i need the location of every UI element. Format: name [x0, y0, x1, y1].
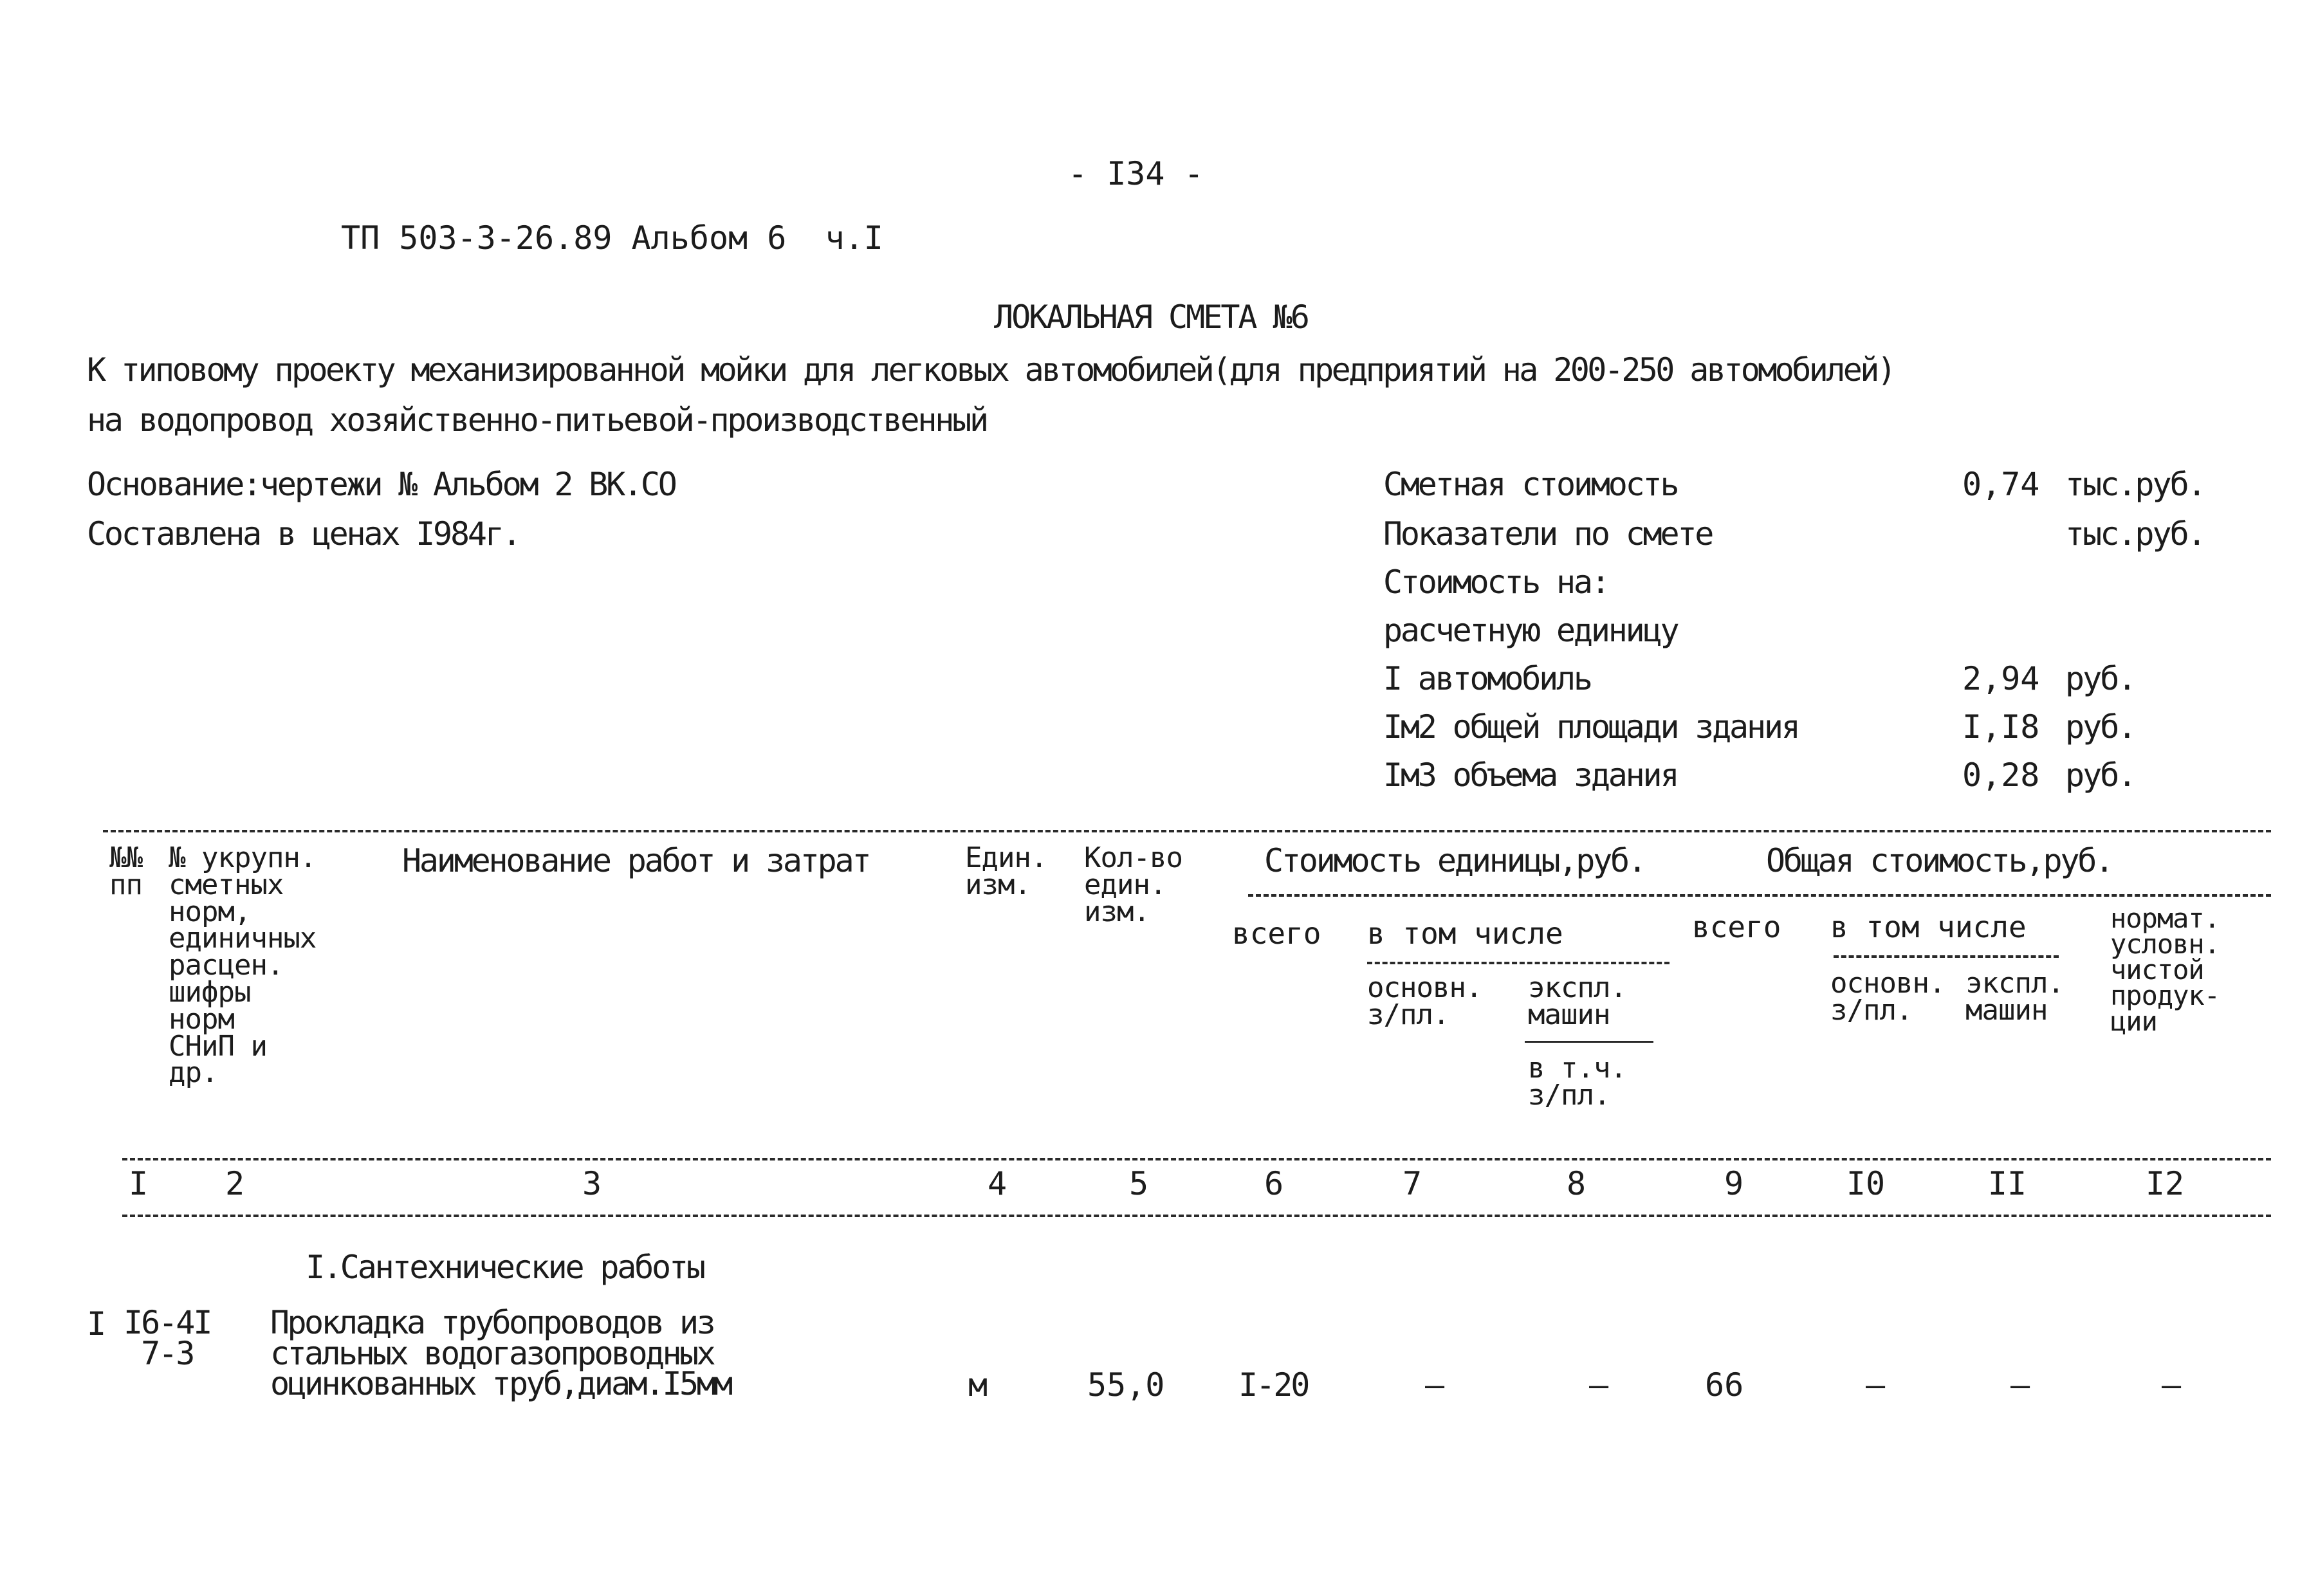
- indicator-row-unit: руб.: [2065, 708, 2135, 746]
- indicator-row-value: I,I8: [1962, 708, 2040, 746]
- row-unit: м: [968, 1366, 988, 1404]
- estimated-cost-unit: тыс.руб.: [2065, 466, 2205, 503]
- header-total-cost-group: Общая стоимость,руб.: [1766, 842, 2113, 879]
- basis-drawings: Основание:чертежи № Альбом 2 ВК.СО: [87, 466, 676, 503]
- row-work-name: Прокладка трубопроводов из стальных водогазопроводных оцинкованных труб,диам.I5мм: [270, 1304, 731, 1402]
- row-normative-product: –: [2161, 1366, 2182, 1404]
- header-unit-cost-group: Стоимость единицы,руб.: [1264, 842, 1645, 879]
- indicator-row-label: Iм3 объема здания: [1383, 757, 1678, 794]
- header-unit: Един. изм.: [965, 841, 1047, 901]
- cost-on-label: Стоимость на:: [1383, 564, 1608, 601]
- header-unit-machines-wage: в т.ч. з/пл.: [1528, 1052, 1626, 1112]
- header-total: всего: [1692, 910, 1781, 944]
- project-description-line-2: на водопровод хозяйственно-питьевой-производственный: [87, 401, 987, 439]
- header-work-name: Наименование работ и затрат: [402, 842, 870, 879]
- column-numbers-top-rule: [122, 1158, 2271, 1160]
- incl-right-rule: [1834, 955, 2059, 958]
- header-quantity: Кол-во един. изм.: [1084, 841, 1182, 928]
- column-number: I2: [2145, 1165, 2185, 1202]
- header-unit-including: в том числе: [1367, 916, 1563, 951]
- row-unit-machines: –: [1588, 1366, 1609, 1404]
- project-description-line-1: К типовому проекту механизированной мойки для легковых автомобилей(для предприятий на 200-250 автомобилей): [87, 351, 1895, 389]
- indicator-row-value: 0,28: [1962, 757, 2040, 794]
- column-number: 8: [1566, 1165, 1587, 1202]
- column-number: 4: [987, 1165, 1007, 1202]
- calc-unit-label: расчетную единицу: [1383, 612, 1678, 649]
- row-total: 66: [1705, 1366, 1744, 1404]
- unit-cost-group-rule: [1248, 894, 2271, 897]
- column-number: 3: [582, 1165, 602, 1202]
- header-total-machines: экспл. машин: [1965, 967, 2064, 1027]
- header-norm-code: № укрупн. сметных норм, единичных расцен. шифры норм СНиП и др.: [169, 841, 317, 1090]
- indicator-row-unit: руб.: [2065, 660, 2135, 697]
- column-number: 2: [225, 1165, 245, 1202]
- header-unit-machines: экспл. машин: [1528, 971, 1626, 1031]
- estimated-cost-value: 0,74: [1962, 466, 2040, 503]
- indicator-row-label: Iм2 общей площади здания: [1383, 708, 1799, 746]
- page-number: - I34 -: [1068, 155, 1204, 192]
- estimated-cost-label: Сметная стоимость: [1383, 466, 1678, 503]
- column-number: 9: [1724, 1165, 1744, 1202]
- indicators-label: Показатели по смете: [1383, 515, 1713, 553]
- column-numbers-bottom-rule: [122, 1215, 2271, 1217]
- indicators-unit: тыс.руб.: [2065, 515, 2205, 553]
- header-row-number: №№ пп: [109, 841, 142, 901]
- indicator-row-unit: руб.: [2065, 757, 2135, 794]
- document-reference: ТП 503-3-26.89 Альбом 6 ч.I: [341, 219, 883, 257]
- indicator-row-label: I автомобиль: [1383, 660, 1591, 697]
- indicator-row-value: 2,94: [1962, 660, 2040, 697]
- row-total-machines: –: [2010, 1366, 2030, 1404]
- header-unit-total: всего: [1232, 916, 1321, 951]
- row-norm-code: I6-4I 7-3: [124, 1304, 211, 1372]
- header-total-including: в том числе: [1830, 910, 2027, 944]
- column-number: 7: [1402, 1165, 1422, 1202]
- row-number: I: [87, 1305, 107, 1343]
- row-unit-cost-total: I-20: [1238, 1366, 1309, 1404]
- row-quantity: 55,0: [1087, 1366, 1165, 1404]
- section-title: I.Сантехнические работы: [306, 1249, 704, 1286]
- column-number: I: [128, 1165, 149, 1202]
- row-total-base-wage: –: [1865, 1366, 1886, 1404]
- machines-underline: [1525, 1041, 1653, 1043]
- header-total-base-wage: основн. з/пл.: [1830, 967, 1945, 1027]
- row-unit-base-wage: –: [1424, 1366, 1445, 1404]
- table-top-rule: [103, 830, 2271, 832]
- header-normative-product: нормат. условн. чистой продук- ции: [2110, 903, 2220, 1037]
- column-number: 6: [1264, 1165, 1284, 1202]
- column-number: I0: [1846, 1165, 1886, 1202]
- document-title: ЛОКАЛЬНАЯ СМЕТА №6: [994, 298, 1308, 336]
- incl-left-rule: [1367, 962, 1670, 964]
- header-unit-base-wage: основн. з/пл.: [1367, 971, 1482, 1031]
- column-number: II: [1987, 1165, 2027, 1202]
- column-number: 5: [1128, 1165, 1149, 1202]
- price-level: Составлена в ценах I984г.: [87, 515, 520, 553]
